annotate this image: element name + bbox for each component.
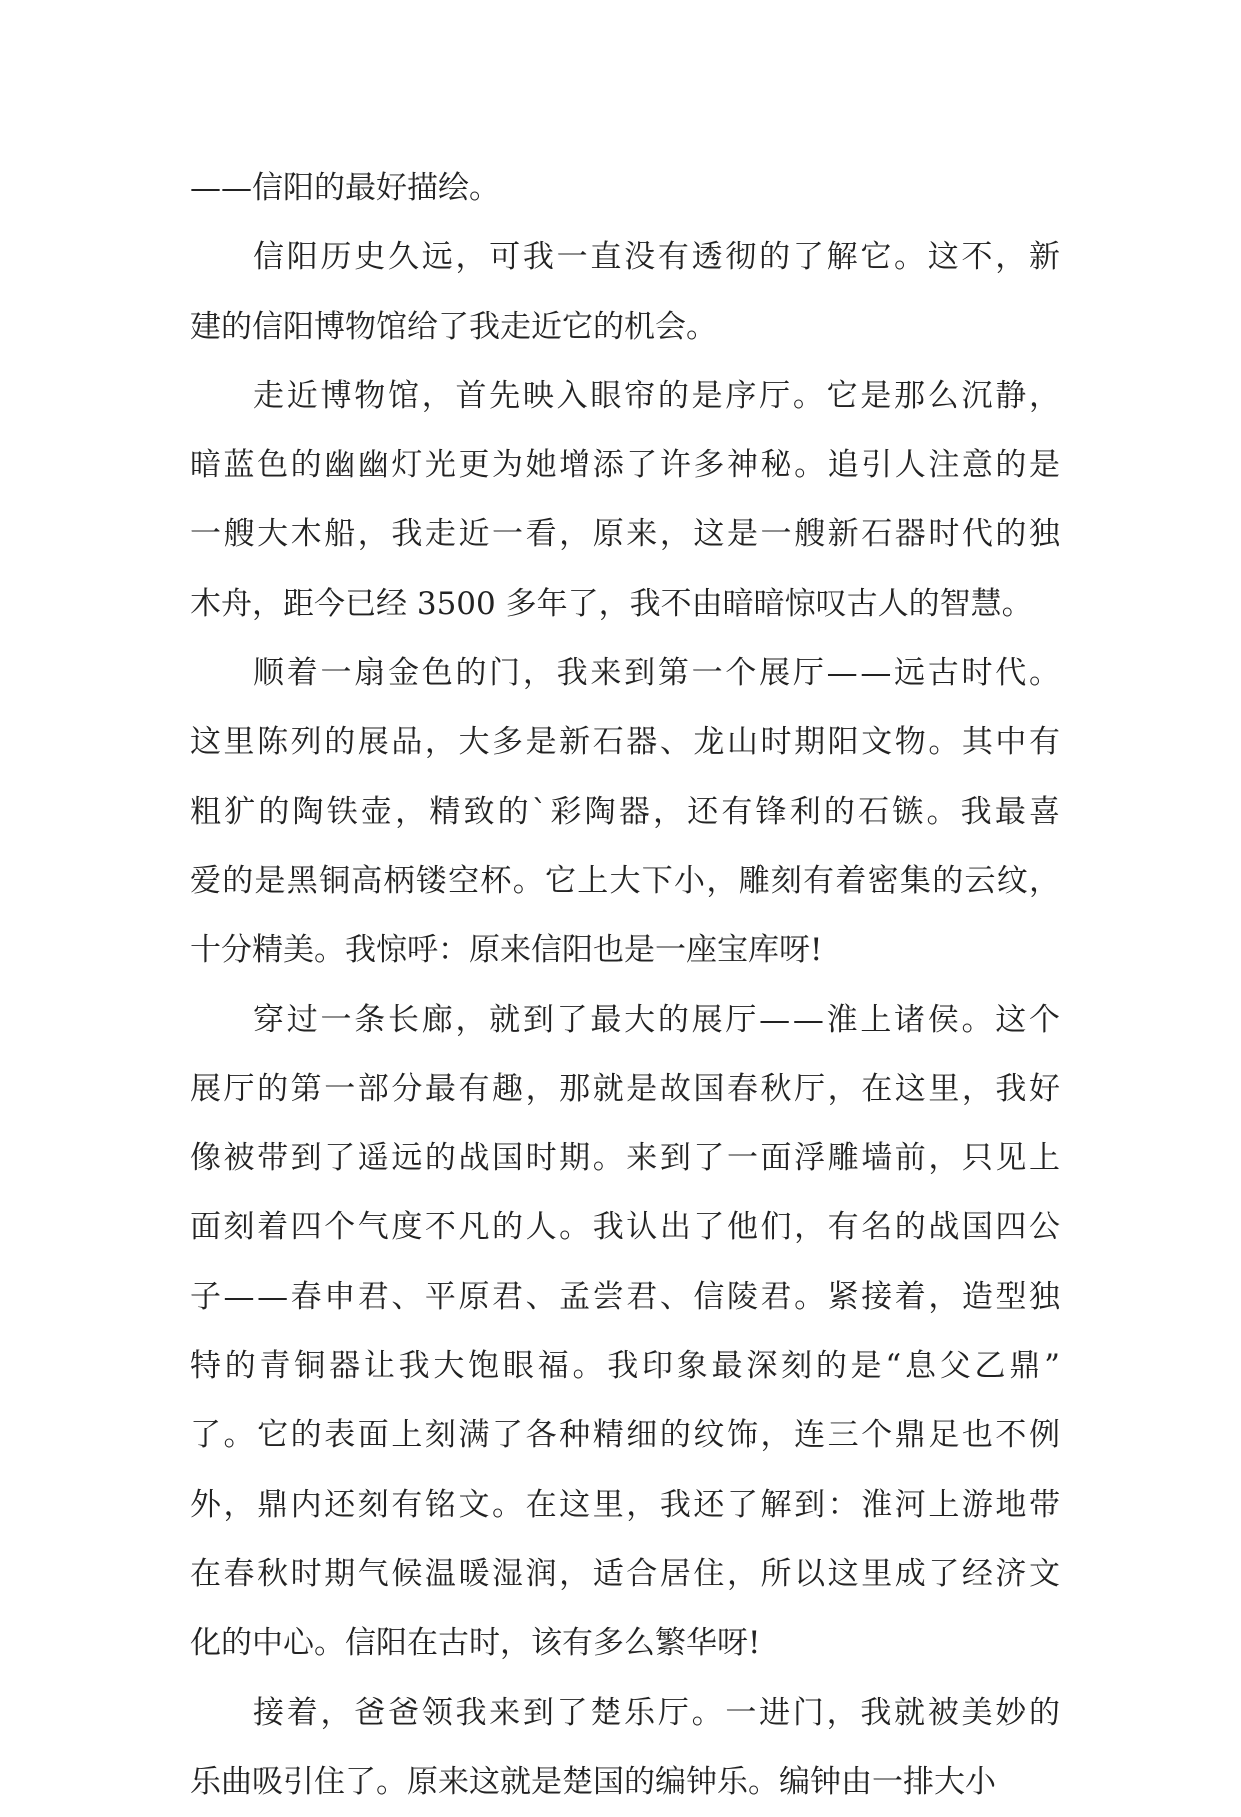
text-line-content: 子——春申君、平原君、孟尝君、信陵君。紧接着，造型独 [190, 1278, 1063, 1315]
text-line [190, 1748, 1060, 1817]
text-line-content: 展厅的第一部分最有趣，那就是故国春秋厅，在这里，我好 [190, 1070, 1063, 1107]
text-line-content: 建的信阳博物馆给了我走近它的机会。 [190, 308, 717, 345]
text-line [190, 916, 1060, 985]
text-line [190, 1471, 1063, 1540]
text-line-content: 面刻着四个气度不凡的人。我认出了他们，有名的战国四公 [190, 1209, 1063, 1246]
text-line [190, 986, 1063, 1055]
text-line [190, 1124, 1063, 1193]
essay-body [190, 154, 1064, 1817]
text-line-content: 十分精美。我惊呼：原来信阳也是一座宝库呀! [190, 932, 823, 969]
text-line [190, 1055, 1063, 1124]
text-line-content: 顺着一扇金色的门，我来到第一个展厅——远古时代。 [253, 655, 1063, 692]
text-line-content: 乐曲吸引住了。原来这就是楚国的编钟乐。编钟由一排大小 [190, 1763, 996, 1800]
text-line [190, 1263, 1063, 1332]
text-line [190, 500, 1063, 569]
text-line-content: 木舟，距今已经 3500 多年了，我不由暗暗惊叹古人的智慧。 [190, 585, 1033, 622]
text-line [190, 1679, 1063, 1748]
text-line-content: 爱的是黑铜高柄镂空杯。它上大下小，雕刻有着密集的云纹， [190, 862, 1062, 899]
text-line-content: 接着，爸爸领我来到了楚乐厅。一进门，我就被美妙的 [253, 1694, 1063, 1731]
text-line-content: 粗犷的陶铁壶，精致的`彩陶器，还有锋利的石镞。我最喜 [190, 793, 1064, 830]
text-line-content: 走近博物馆，首先映入眼帘的是序厅。它是那么沉静， [253, 377, 1063, 414]
text-line [190, 778, 1064, 847]
text-line [190, 1540, 1063, 1609]
text-line [190, 847, 1060, 916]
text-line [190, 1193, 1063, 1262]
text-line-content: 在春秋时期气候温暖湿润，适合居住，所以这里成了经济文 [190, 1555, 1063, 1592]
text-line [190, 362, 1063, 431]
text-line-content: 外，鼎内还刻有铭文。在这里，我还了解到：淮河上游地带 [190, 1486, 1063, 1523]
text-line-content: 穿过一条长廊，就到了最大的展厅——淮上诸侯。这个 [253, 1001, 1063, 1038]
text-line [190, 570, 1060, 639]
text-line [190, 708, 1063, 777]
text-line-content: 化的中心。信阳在古时，该有多么繁华呀! [190, 1625, 761, 1662]
text-line [190, 1332, 1064, 1401]
text-line-content: 暗蓝色的幽幽灯光更为她增添了许多神秘。追引人注意的是 [190, 447, 1063, 484]
text-line [190, 1401, 1063, 1470]
text-line-content: 一艘大木船，我走近一看，原来，这是一艘新石器时代的独 [190, 516, 1063, 553]
text-line [190, 639, 1063, 708]
text-line [190, 431, 1063, 500]
text-line-content: 这里陈列的展品，大多是新石器、龙山时期阳文物。其中有 [190, 724, 1063, 761]
text-line-content: ——信阳的最好描绘。 [190, 170, 500, 206]
text-line-content: 信阳历史久远，可我一直没有透彻的了解它。这不，新 [253, 239, 1063, 276]
text-line-content: 像被带到了遥远的战国时期。来到了一面浮雕墙前，只见上 [190, 1140, 1063, 1177]
text-line-content: 了。它的表面上刻满了各种精细的纹饰，连三个鼎足也不例 [190, 1417, 1063, 1454]
text-line [190, 223, 1063, 292]
text-line [190, 293, 1060, 362]
text-line [190, 154, 1060, 223]
text-line [190, 1609, 1060, 1678]
text-line-content: 特的青铜器让我大饱眼福。我印象最深刻的是“息父乙鼎” [190, 1348, 1064, 1385]
